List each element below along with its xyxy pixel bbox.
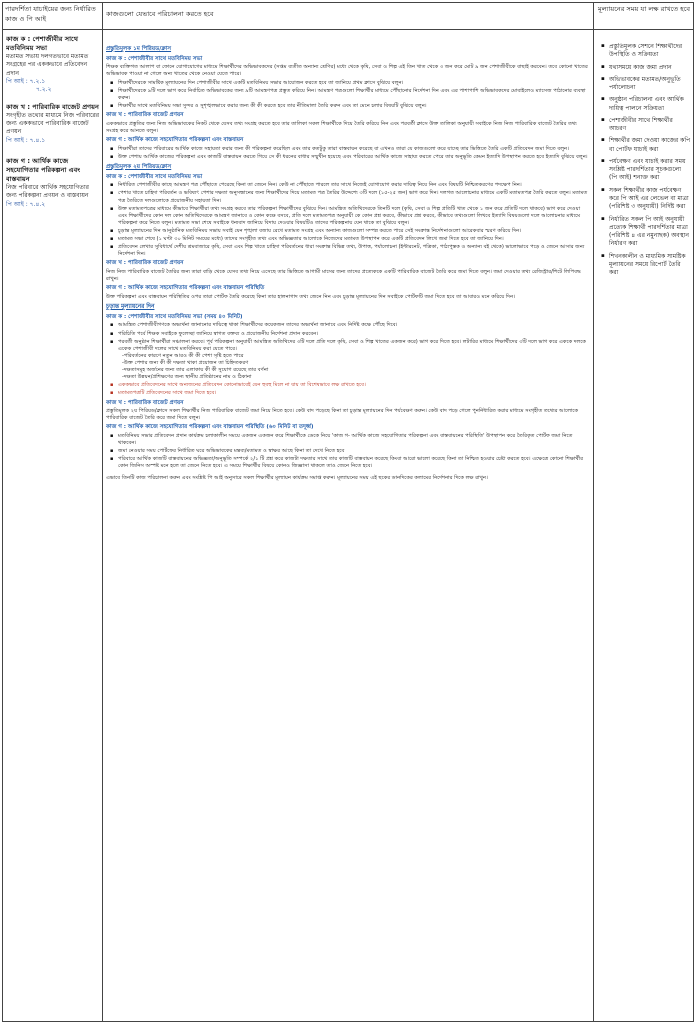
list-item: ▪ মতবিনিময় সভার প্রতিবেদন প্রদান কার্যক্রম চলাকালীন সময়ে একজন একজন করে শিক্ষার্থীকে ডেকে নিয়ে 'কাজ গ- আর্থিক কাজে সহযোগিতার পরিকল্পনা এবং বাস্তবায়নের পরিস্থিতি' উপস্থাপন করে তৈরিকৃত পোর্টফ জমা নিতে থাকবেন। <box>118 433 590 447</box>
left-task-kha <box>6 103 100 145</box>
list-item: ▪ প্রতিবেদন লেখার সুবিধার্থে দেশীয় শ্রমবাজারে কৃষি, সেবা এবং শিল্প খাতে চাহিদা পরিবর্তনের ধারা সংক্রান্ত বিভিন্ন তথ্য, উপাত্ত, পর্যালোচনা (ইন্টারনেট, পত্রিকা, পাঠ্যপুস্তক ও অন্যান্য বই থেকে) ভালোভাবে পড়ে ও জেনে আসার জন্য নির্দেশনা দিন। <box>118 244 590 258</box>
s1-task-kha: কাজ খ : পারিবারিক বাজেট প্রণয়ন <box>106 112 184 119</box>
list-item: ▪ অভিভাবকের মতামত/অনুভূতি পর্যালোচনা <box>609 76 691 93</box>
list-item: ▪ নির্ধারিত সকল পি আই অনুযায়ী প্রত্যেক শিক্ষার্থী পারদর্শিতার মাত্রা (পরিশিষ্ট ৪ এর নমুনাছক) অবস্থান নির্ধারণ করা <box>609 216 691 249</box>
s1-paragraph-2: এককভাবে প্রস্তুতির জন্য নিজ অভিভাবকের নিকট থেকে যেসব তথ্য সংগ্রহ করতে হবে তার তালিকা সকল শিক্ষার্থীকে দিয়ে তৈরি করিয়ে নিন এবং পরবর্তী ক্লাসে উক্ত তালিকা অনুযায়ী সবাইকে নিজ নিজ পারিবারিক বাজেট তৈরির তথ্য সংগ্রহ করে আনতে বলুন। <box>106 121 577 135</box>
left-task-ga <box>6 157 100 209</box>
list-item: ▪ চূড়ান্ত মূল্যায়নের দিন আনুষ্ঠানিক মতবিনিময় সভায় সবাই যেন শৃঙ্খলা বজায় রেখে মতামত সংগ্রহ এবং অন্যান্য কাজগুলো সম্পন্ন করতে পারে সেই সংক্রান্ত নির্দেশনাগুলো আরেকবার স্মরণ করিয়ে দিন। <box>118 228 590 235</box>
header-col3: মূল্যায়নের সময় যা লক্ষ রাখতে হবে <box>597 5 691 13</box>
list-item: ▪ শিক্ষার্থীর জমা দেওয়া কাজের কপি বা পোর্টফ যাচাই করা <box>609 137 691 154</box>
list-item: ▪ শিখনকালীন ও মাধ্যমিক সামষ্টিক মূল্যায়নের সময়ে রিপোর্ট তৈরি করা <box>609 253 691 278</box>
assessment-table <box>2 2 694 1022</box>
section-prep-1-title: প্রস্তুতিমূলক ১ম পিরিয়ড/ক্লাস <box>106 46 172 52</box>
s1-paragraph-1: শিক্ষক ব্যক্তিগত আলাপ বা ফোনে যোগাযোগের মাধ্যমে শিক্ষার্থীদের অভিভাবকদের (সপ্তম ব্যতীত অন্যান্য শ্রেণির) মধ্যে থেকে কৃষি, সেবা ও শিল্প এই তিন খাত থেকে ৩ জন করে মোট ৯ জন পেশাজীবীকে বাছাই করবেন। তবে কোনো খাতের অভিভাবক পাওয়া না গেলে অন্য খাতের থেকে নেওয়া যেতে পারে। <box>106 64 588 78</box>
list-item-text: পরবর্তী অনুষ্ঠান শিক্ষার্থীরা সঞ্চালনা করবে। পূর্ব পরিকল্পনা অনুযায়ী আমন্ত্রিত অতিথিদের ৩টি দলে প্রতি দলে কৃষি, সেবা ও শিল্প খাতের একজন করে) ভাগ করে দিতে হবে। লটারির মাধ্যমে শিক্ষার্থীদের ৩টি দলে ভাগ করে এককে দলকে একেক পেশাজীবী দলের সাথে মতবিনিময় করা যেতে পারে। <box>118 338 586 352</box>
s2-paragraph-2: উক্ত পরিকল্পনা এবং বাস্তবায়ন পরিস্থিতির ওপর তারা পোর্টফ তৈরি করেছে কিনা তার হালনাগাদ তথ্য জেনে নিন এবং চূড়ান্ত মূল্যায়নের দিন সবাইকে পোর্টফটি জমা দিতে হবে তা আবারও মনে করিয়ে দিন। <box>106 293 516 300</box>
left-task-ka-pi1: পি আই : ৭.২.১ <box>6 77 46 85</box>
list-item: ▪ জমা নেওয়ার সময় পোর্টফের নির্ধারিত ঘরে অভিভাবকের মন্তব্য/মতামত ও স্বাক্ষর আছে কিনা তা দেখে নিতে হবে <box>118 448 590 455</box>
section-prep-2-title: প্রস্তুতিমূলক ২য় পিরিয়ড/ক্লাস <box>106 164 172 171</box>
s3-task-kha: কাজ খ : পারিবারিক বাজেট প্রণয়ন <box>106 399 184 406</box>
left-task-ka-desc: মতামত সভায় দলগতভাবে মতামত সংগ্রহের পর এককভাবে প্রতিবেদন প্রদান <box>6 52 89 77</box>
dash-item: -পরিবর্তনের কারণে নতুন আরও কী কী পেশা সৃষ্টি হতে পারে <box>122 352 244 359</box>
s1-task-ka: কাজ ক : পেশাজীবীর সাথে মতবিনিময় সভা <box>106 55 203 62</box>
list-item: ▪ উক্ত মতামতপত্রের মাধ্যমে কীভাবে শিক্ষার্থীরা তথ্য সংগ্রহ করবে তার পরিকল্পনা শিক্ষার্থীদের বুঝিয়ে দিন। আমন্ত্রিত অতিথিদেরকে তিনটি দলে (কৃষি, সেবা ও শিল্প প্রতিটি খাত থেকে ১ জন করে প্রতিটি দলে থাকবে) ভাগ করে দেওয়া এবং শিক্ষার্থীদের কোন দল কোন অতিথিদেরকে আমন্ত্রণ জানাবে ও কোন কক্ষে বসবে, প্রতি দলে মতামতপত্র অনুযায়ী কে কোন প্রশ্ন করবে, কীভাবে প্রশ্ন করবে, কীভাবে তথ্যগুলো লিখবে ইত্যাদি বিষয়গুলো দলে আলোচনার মাধ্যমে পরিকল্পনা করে নিতে বলুন। মতামত সভা শেষে সবাইকে ধন্যবাদ জানিয়ে বিদায় দেওয়ার বিষয়টিও তাদের পরিকল্পনায় যেন থাকে তা বুঝিয়ে বলুন। <box>118 206 590 227</box>
header-col1: পারদর্শিতা যাচাইয়ের জন্য নির্ধারিত কাজ ও পি আই <box>5 5 96 23</box>
list-item: ▪ অনুষ্ঠান পরিচালনা এবং আর্থিক দায়িত্ব পালনে সক্রিয়তা <box>609 96 691 113</box>
header-divider <box>3 29 693 30</box>
dash-item: -উক্ত পেশার জন্য কী কী দক্ষতা থাকা প্রয়োজন তা চিহ্নিতকরণ <box>122 360 249 367</box>
list-item: ▪ শিক্ষার্থীরা তাদের পরিবারের আর্থিক কাজে সহায়তা করার জন্য কী পরিকল্পনা করেছিল এবং তার কতটুকু তারা বাস্তবায়ন করেছে বা এখনও তারা যে কাজগুলো করে যাচ্ছে তার ভিত্তিতে তৈরি একটি প্রতিবেদন জমা দিতে বলুন। <box>118 146 590 153</box>
s2-task-ga: কাজ গ : আর্থিক কাজে সহযোগিতার পরিকল্পনা এবং বাস্তবায়ন পরিস্থিতি <box>106 285 265 292</box>
column-divider-2 <box>593 3 594 1021</box>
list-item: ▪ শিক্ষার্থীদেরকে সামষ্টিক মূল্যায়নের দিন পেশাজীবীর সাথে একটি মতবিনিময় সভার আয়োজন করতে হবে তা জানিয়ে প্রথম ক্লাসে বুঝিয়ে বলুন। <box>118 80 590 87</box>
s2-list-1 <box>106 182 590 258</box>
s3-paragraph-1: প্রস্তুতিমূলক ২য় পিরিয়ড/ক্লাসে সকল শিক্ষার্থীর নিজ পারিবারিক বাজেট জমা নিয়ে নিতে হবে। কেউ বাদ পড়েছে কিনা তা চূড়ান্ত মূল্যায়নের দিন পর্যবেক্ষণ করুন। কেউ বাদ পড়ে গেলে পুনর্নিধারিত করার মাধ্যমে সংগৃহীত তথ্যের আলোকে পারিবারিক বাজেট তৈরি করে জমা দিতে বলুন। <box>106 408 579 422</box>
left-task-ga-pi: পি আই : ৭.৪.২ <box>6 200 46 208</box>
left-task-kha-desc: সংগৃহীত তথ্যের মাধ্যমে নিজ পরিবারের জন্য এককভাবে পারিবারিক বাজেট প্রণয়ন <box>6 111 100 136</box>
s3-task-ka: কাজ ক : পেশাজীবীর সাথে মতবিনিময় সভা (সময় ৪০ মিনিট) <box>106 313 243 320</box>
list-item: ▪ পরিচিতি পর্বে শিক্ষক সবাইকে ফুলেচ্ছা জানিয়ে স্বাগত বক্তব্য ও প্রয়োজনীয় নির্দেশনা প্রদান করবেন। <box>118 331 590 338</box>
list-item: ▪ পেশাজীবীর সাথে শিক্ষার্থীর আচরণ <box>609 117 691 134</box>
s2-task-ka: কাজ ক : পেশাজীবীর সাথে মতবিনিময় সভা <box>106 173 203 180</box>
list-item <box>118 339 590 382</box>
list-item: ▪ উক্ত পেশায় আর্থিক কাজের পরিকল্পনা এবং কাজটি বাস্তবায়ন করতে গিয়ে সে কী ধরনের বাধার সম্মুখীন হয়েছে এবং পরিবারের আর্থিক কাজে সাহায্য করতে পেরে তার অনুভূতি কেমন ইত্যাদি উপস্থাপন করতে হবে ইত্যাদি বুঝিয়ে বলুন। <box>118 154 590 161</box>
list-item: ▪ শিক্ষার্থীদেরকে ৯টি দলে ভাগ করে নির্বাচিত অভিভাবকের জন্য ৯টি আমন্ত্রণপত্র প্রস্তুত করিয়ে নিন। আমন্ত্রণ পত্রগুলো শিক্ষার্থীর মাধ্যমে পৌঁছানোর নির্দেশনা দিন এবং এর পাশাপাশি অভিভাবকদের মোবাইলেও ম্যাসেজ পাঠানোর ব্যবস্থা করুন। <box>118 88 590 102</box>
list-item: ▪ যথাসময়ে কাজ জমা প্রদান <box>609 64 691 72</box>
left-task-ga-label: কাজ গ : আর্থিক কাজে সহযোগিতার পরিকল্পনা এবং বাস্তবায়ন <box>6 157 81 183</box>
dash-item: -দক্ষতা উন্নয়ন/প্রশিক্ষণের জন্য স্থানীয় প্রতিষ্ঠানের নাম ও ঠিকানা <box>122 374 252 381</box>
s3-closing-paragraph: এভাবে তিনটি কাজ পরিচালনা করুন এবং সংশ্লিষ্ট পি আই অনুসারে সকল শিক্ষার্থীর মূল্যায়ন কার্যক্রম সমাপ্ত করুন। মূল্যায়নের সময় এই ছকের ডানদিকের কলামের নির্দেশনার দিকে লক্ষ রাখুন। <box>106 474 488 481</box>
right-checklist <box>599 43 691 277</box>
s3-list-1 <box>106 322 590 397</box>
left-task-kha-label: কাজ খ : পারিবারিক বাজেট প্রণয়ন <box>6 102 99 111</box>
s1-task-ga: কাজ গ : আর্থিক কাজে সহযোগিতার পরিকল্পনা এবং বাস্তবায়ন <box>106 137 244 144</box>
header-col2: কাজগুলো যেভাবে পরিচালনা করতে হবে <box>106 10 214 18</box>
list-item: ▪ নির্ধারিত পেশাজীবীর কাছে আমন্ত্রণ পত্র পৌঁছাতে পেরেছে কিনা তা জেনে নিন। কেউ না পৌঁছাতে পারলে তার সাথে নিজেই যোগাযোগ করার দায়িত্ব নিয়ে নিন এবং বিষয়টি নিশ্চিতকরণের পদক্ষেপ নিন। <box>118 182 590 189</box>
dash-item: -দক্ষতাসমূহ অর্জনের জন্য তার এলাকায় কী কী সুযোগ রয়েছে তার বর্ণনা <box>122 367 269 374</box>
middle-column <box>106 43 590 1018</box>
s2-task-kha: কাজ খ : পারিবারিক বাজেট প্রণয়ন <box>106 260 184 267</box>
list-item: ▪ পেশার খাতে চাহিদা পরিবর্তন ও ভবিষ্যৎ পেশার দক্ষতা অনুসন্ধানের জন্য শিক্ষার্থীদের দিয়ে মতামত পত্র তৈরির উদ্দেশ্যে ৩টি দলে (১৫-২৫ জন) ভাগ করে দিন। দলগত আলোচনার মাধ্যমে একটি মতামতপত্র তৈরি করতে বলুন। মতামত পত্র তৈরিতে দলগুলোকে প্রয়োজনীয় সহায়তা দিন। <box>118 190 590 204</box>
column-divider-1 <box>102 3 103 1021</box>
s2-paragraph-1: নিজ নিজ পারিবারিক বাজেট তৈরির জন্য তারা বাড়ি থেকে যেসব তথ্য নিয়ে এসেছে তার ভিত্তিতে আগামী মাসের জন্য তাদের প্রত্যেককে একটি পারিবারিক বাজেট তৈরি করে জমা দিতে বলুন। জমা দেওয়ার তথ্য রেজিস্ট্রার/শিটে লিপিবদ্ধ রাখুন। <box>106 269 581 283</box>
left-task-kha-pi: পি আই : ৭.৪.১ <box>6 136 46 144</box>
left-task-ka-pi2: ৭.২.২ <box>36 86 52 94</box>
left-task-ka-label: কাজ ক : পেশাজীবীর সাথে মতবিনিময় সভা <box>6 35 78 52</box>
list-item: ▪ পরিবারে আর্থিক কাজটি বাস্তবায়নের অভিজ্ঞতা/অনুভূতি সম্পর্কে ২/১ টি প্রশ্ন করে কাজটা দক্ষতার সাথে তার কাজটি বাস্তবায়ন করেছে কিংবা আরো ভালো করেছে কিনা তা নিশ্চিত হওয়ার চেষ্টা করতে হবে। এক্ষেত্রে কোনো শিক্ষার্থীর কোন জিনিস অস্পষ্ট মনে হলে তা জেনে নিতে হবে। এ সময়ে শিক্ষার্থীর বিষয়ে কোনও জিজ্ঞাসা থাকলে তাও জেনে নিতে হবে। <box>118 456 590 470</box>
s1-list-2 <box>106 146 590 161</box>
section-final-title: চূড়ান্ত মূল্যায়নের দিন <box>106 303 155 310</box>
s3-task-ga: কাজ গ : আর্থিক কাজে সহযোগিতার পরিকল্পনা এবং বাস্তবায়ন পরিস্থিতি (৬০ মিনিট বা তদূর্ধ্ব) <box>106 424 314 431</box>
s3-list-2 <box>106 433 590 471</box>
left-task-ga-desc: নিজ পরিবারে আর্থিক সহযোগিতার জন্য পরিকল্পনা প্রণয়ন ও বাস্তবায়ন <box>6 183 89 200</box>
s1-list-1 <box>106 80 590 110</box>
list-item: ▪ শিক্ষার্থীর সাথে মতবিনিময় সভা সুন্দর ও সুশৃঙ্খলভাবে করার জন্য কী কী করতে হবে তার নীতিমালা তৈরি করুন এবং তা মেনে চলার বিষয়টি বুঝিয়ে বলুন। <box>118 103 590 110</box>
left-column <box>6 35 100 375</box>
list-item: ▪ আমন্ত্রিত পেশাজীবীগণকে অভ্যর্থনা জানানোর দায়িত্বে থাকা শিক্ষার্থীদের কয়েকজন তাদের অভ্যর্থনা জানাবে এবং নির্দিষ্ট কক্ষে পৌঁছে দিবে। <box>118 322 590 329</box>
right-column <box>599 43 691 603</box>
list-item: ▪ পর্যবেক্ষণ এবং যাচাই করার সময় সংশ্লিষ্ট পারদর্শিতার সূচকগুলো (পি আই) শনাক্ত করা <box>609 158 691 183</box>
list-item: ▪ এককভাবে প্রতিবেদনের সাথে অন্যজনের প্রতিবেদন কোনোভাবেই যেন হুবহু মিলে না যায় তা বিশেষভাবে লক্ষ রাখতে হবে। <box>118 382 590 389</box>
list-item: ▪ সকল শিক্ষার্থীর কাজ পর্যবেক্ষণ করে পি আই এর লেভেল বা মাত্রা (পরিশিষ্ট ৩ অনুযায়ী) নির্দিষ্ট করা <box>609 187 691 212</box>
list-item: ▪ প্রস্তুতিমূলক সেশনে শিক্ষার্থীদের উপস্থিতি ও সক্রিয়তা <box>609 43 691 60</box>
list-item: ▪ মতামতপত্রটি প্রতিবেদনের সাথে জমা দিতে হবে। <box>118 390 590 397</box>
list-item: ▪ মতামত সভা শেষে (১ ঘণ্টা ৩০ মিনিট সময়ের মধ্যে) তাদের সংগৃহীত তথ্য এবং অভিজ্ঞতার আলোকে নিজেদের মতামত উপস্থাপন করে একটি প্রতিবেদন লিখে জমা দিতে হবে তা জানিয়ে দিন। <box>118 236 590 243</box>
left-task-ka <box>6 35 100 95</box>
